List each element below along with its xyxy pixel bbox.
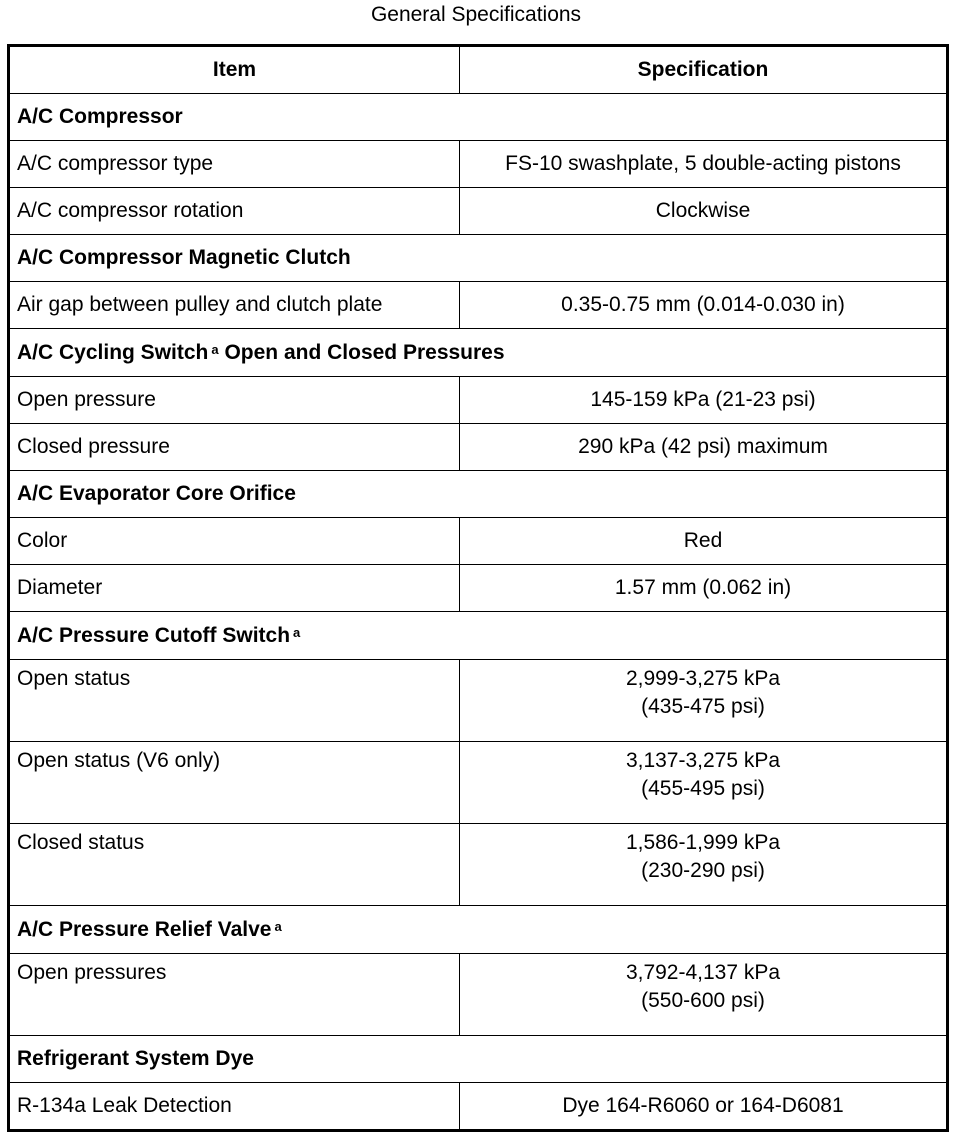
table-row — [9, 565, 948, 612]
item-cell: Air gap between pulley and clutch plate — [9, 282, 460, 329]
column-header-item: Item — [9, 46, 460, 94]
item-cell: Diameter — [9, 565, 460, 612]
table-row — [9, 188, 948, 235]
section-row-cycling-switch — [9, 329, 948, 377]
footnote-marker: a — [274, 918, 282, 934]
spec-cell: 0.35-0.75 mm (0.014-0.030 in) — [460, 282, 948, 329]
spec-cell: 290 kPa (42 psi) maximum — [460, 424, 948, 471]
spec-cell: Red — [460, 518, 948, 565]
table-row — [9, 518, 948, 565]
spec-cell: FS-10 swashplate, 5 double-acting pistons — [460, 141, 948, 188]
item-cell: Color — [9, 518, 460, 565]
table-row — [9, 424, 948, 471]
section-row-pressure-cutoff-switch — [9, 612, 948, 660]
spec-line-imperial: (455-495 psi) — [641, 777, 765, 800]
section-row-ac-compressor — [9, 94, 948, 141]
spec-cell: 145-159 kPa (21-23 psi) — [460, 377, 948, 424]
table-row — [9, 282, 948, 329]
footnote-marker: a — [293, 624, 301, 640]
item-cell: Open pressure — [9, 377, 460, 424]
spec-cell — [460, 660, 948, 742]
spec-line-imperial: (230-290 psi) — [641, 859, 765, 882]
table-row — [9, 742, 948, 824]
table-row — [9, 660, 948, 742]
section-heading: A/C Pressure Cutoff Switch $^a$ — [9, 612, 948, 660]
spec-line-metric: 1,586-1,999 kPa — [625, 831, 781, 854]
spec-line-metric: 3,792-4,137 kPa — [625, 961, 781, 984]
section-heading: A/C Compressor — [9, 94, 948, 141]
section-row-pressure-relief-valve — [9, 906, 948, 954]
item-cell: Closed pressure — [9, 424, 460, 471]
item-cell: Open status — [9, 660, 460, 742]
section-row-refrigerant-dye — [9, 1036, 948, 1083]
spec-cell: Dye 164-R6060 or 164-D6081 — [460, 1083, 948, 1131]
spec-line-metric: 3,137-3,275 kPa — [625, 749, 781, 772]
table-caption: General Specifications — [370, 3, 582, 26]
table-row — [9, 377, 948, 424]
spec-line-metric: 2,999-3,275 kPa — [625, 667, 781, 690]
spec-cell — [460, 742, 948, 824]
table-row — [9, 1083, 948, 1131]
footnote-marker: a — [211, 341, 219, 357]
table-row — [9, 824, 948, 906]
item-cell: Open pressures — [9, 954, 460, 1036]
specifications-table — [7, 44, 949, 1132]
table-row — [9, 954, 948, 1036]
spec-cell — [460, 954, 948, 1036]
item-cell: A/C compressor rotation — [9, 188, 460, 235]
spec-cell: 1.57 mm (0.062 in) — [460, 565, 948, 612]
section-heading: A/C Compressor Magnetic Clutch — [9, 235, 948, 282]
spec-line-imperial: (550-600 psi) — [641, 989, 765, 1012]
section-heading: Refrigerant System Dye — [9, 1036, 948, 1083]
spec-line-imperial: (435-475 psi) — [641, 695, 765, 718]
table-row — [9, 141, 948, 188]
item-cell: A/C compressor type — [9, 141, 460, 188]
section-heading: A/C Pressure Relief Valve $^a$ — [9, 906, 948, 954]
item-cell: Open status (V6 only) — [9, 742, 460, 824]
spec-cell — [460, 824, 948, 906]
section-row-magnetic-clutch — [9, 235, 948, 282]
section-row-evaporator-orifice — [9, 471, 948, 518]
spec-cell: Clockwise — [460, 188, 948, 235]
section-heading: A/C Cycling Switch $^a$ Open and Closed Pressures — [9, 329, 948, 377]
table-header-row — [9, 46, 948, 94]
item-cell: Closed status — [9, 824, 460, 906]
item-cell: R-134a Leak Detection — [9, 1083, 460, 1131]
section-heading: A/C Evaporator Core Orifice — [9, 471, 948, 518]
column-header-specification: Specification — [460, 46, 948, 94]
